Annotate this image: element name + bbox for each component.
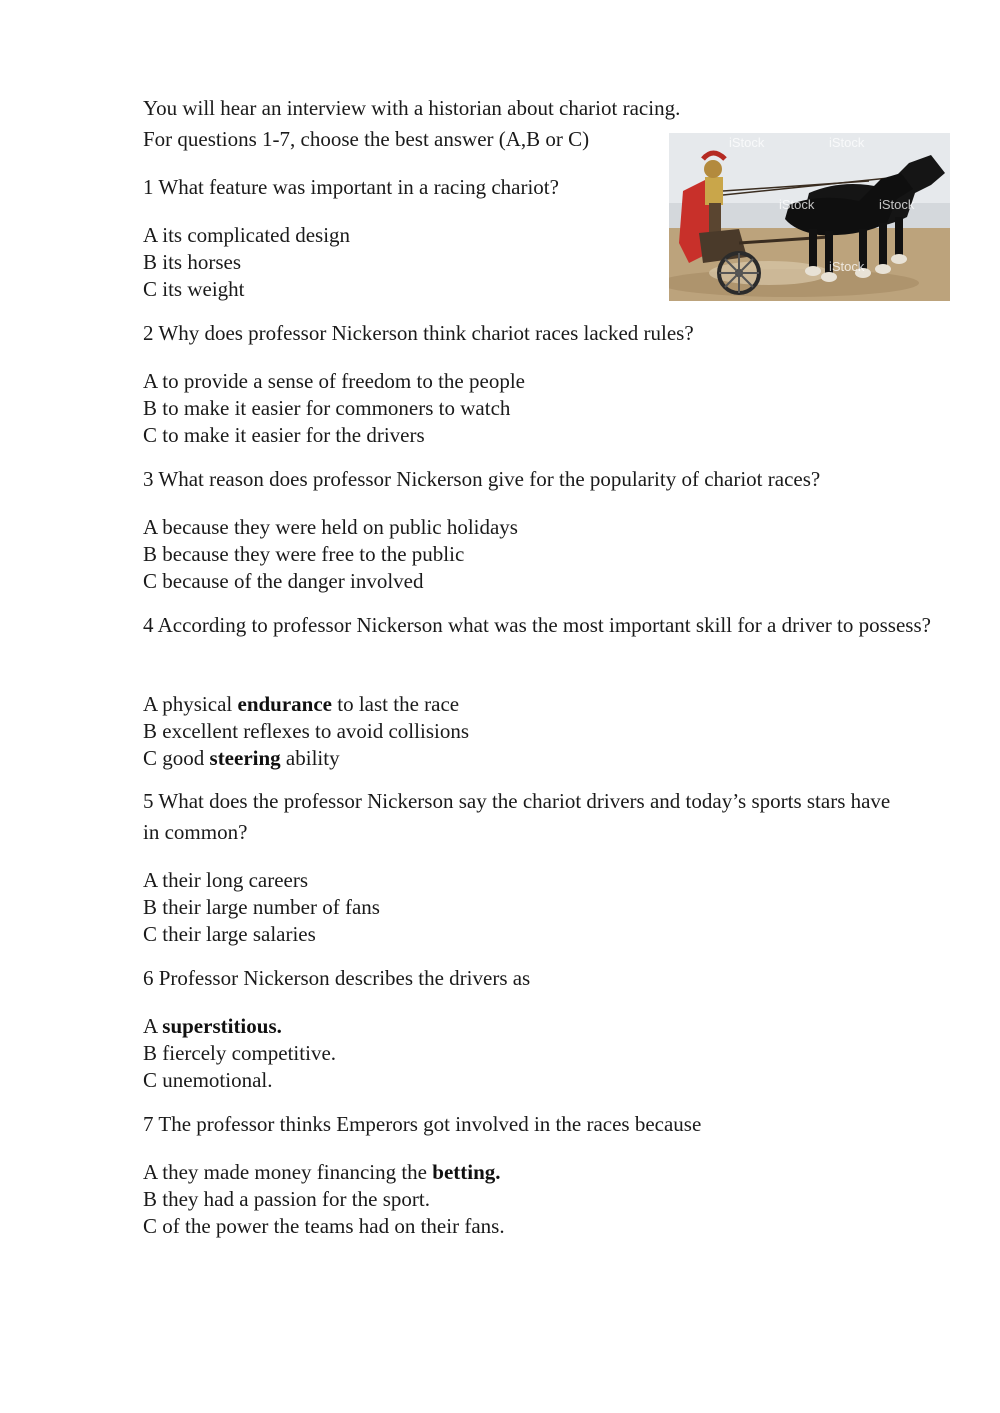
watermark-4: iStock: [879, 197, 915, 212]
question-4: 4 According to professor Nickerson what was the most important skill for a driver to possess?: [143, 613, 931, 637]
q4-option-c: [143, 745, 340, 772]
q6-option-c: C unemotional.: [143, 1068, 273, 1092]
q3-option-b: B because they were free to the public: [143, 542, 465, 566]
q6-option-a: [143, 1013, 282, 1040]
q3-option-a: A because they were held on public holidays: [143, 515, 518, 539]
q2-option-a: A to provide a sense of freedom to the people: [143, 369, 525, 393]
q4-option-c-rest: ability: [280, 746, 340, 770]
q6-option-b: B fiercely competitive.: [143, 1041, 337, 1065]
intro-line-1: You will hear an interview with a historian about chariot racing.: [143, 96, 681, 120]
q4-option-b: B excellent reflexes to avoid collisions: [143, 719, 469, 743]
q4-option-c-bold: steering: [209, 746, 281, 770]
q6-option-a-text: A: [143, 1014, 163, 1038]
watermark-2: iStock: [829, 135, 865, 150]
q3-option-c: C because of the danger involved: [143, 569, 424, 593]
question-3: 3 What reason does professor Nickerson give for the popularity of chariot races?: [143, 467, 821, 491]
q4-option-a-rest: to last the race: [332, 692, 460, 716]
q7-option-a-bold: betting.: [432, 1160, 501, 1184]
q6-option-a-bold: superstitious.: [162, 1014, 282, 1038]
question-1: 1 What feature was important in a racing chariot?: [143, 175, 559, 199]
q5-option-c: C their large salaries: [143, 922, 316, 946]
watermark-1: iStock: [729, 135, 765, 150]
q1-option-b: B its horses: [143, 250, 242, 274]
q5-option-a: A their long careers: [143, 868, 309, 892]
question-2: 2 Why does professor Nickerson think chariot races lacked rules?: [143, 321, 694, 345]
q7-option-b: B they had a passion for the sport.: [143, 1187, 430, 1211]
q7-option-c: C of the power the teams had on their fans.: [143, 1214, 505, 1238]
watermark-3: iStock: [779, 197, 815, 212]
q4-option-c-text: C good: [143, 746, 210, 770]
q2-option-b: B to make it easier for commoners to watch: [143, 396, 511, 420]
question-7: 7 The professor thinks Emperors got involved in the races because: [143, 1112, 702, 1136]
q7-option-a-text: A they made money financing the: [143, 1160, 433, 1184]
q4-option-a-text: A physical: [143, 692, 238, 716]
watermark-5: iStock: [829, 259, 865, 274]
q5-option-b: B their large number of fans: [143, 895, 380, 919]
q7-option-a: [143, 1159, 501, 1186]
q1-option-a: A its complicated design: [143, 223, 351, 247]
question-5: 5 What does the professor Nickerson say the chariot drivers and today’s sports stars have in common?: [143, 789, 891, 844]
q4-option-a-bold: endurance: [237, 692, 332, 716]
intro-line-2: For questions 1-7, choose the best answer (A,B or C): [143, 127, 590, 151]
q1-option-c: C its weight: [143, 277, 245, 301]
chariot-photo: [669, 133, 950, 301]
question-6: 6 Professor Nickerson describes the drivers as: [143, 966, 531, 990]
q2-option-c: C to make it easier for the drivers: [143, 423, 425, 447]
q4-option-a: [143, 691, 459, 718]
